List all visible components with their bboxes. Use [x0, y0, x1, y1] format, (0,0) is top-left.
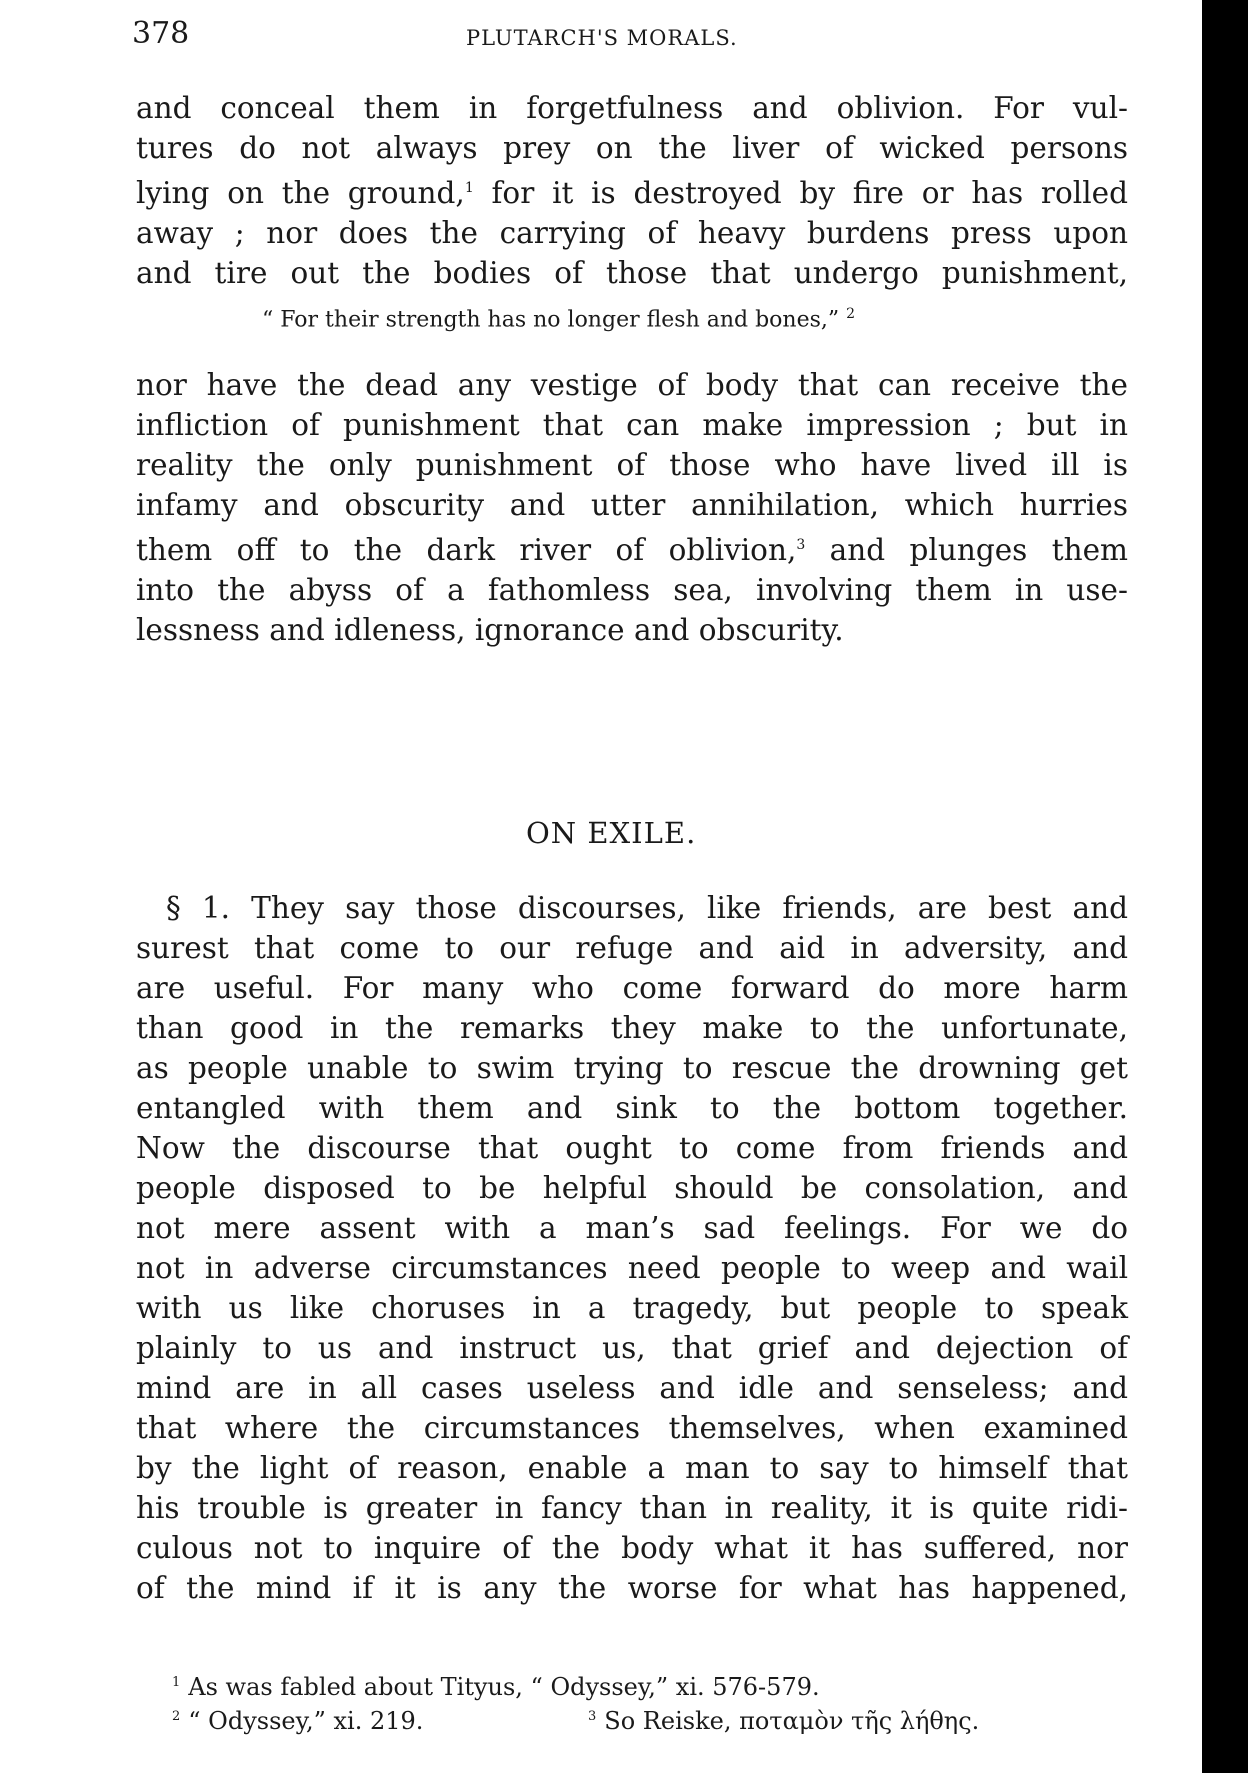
text-line: culous not to inquire of the body what it has suffered, nor: [136, 1531, 1128, 1565]
footnote-mark-2: 2: [846, 306, 856, 322]
text-line: as people unable to swim trying to rescue the drowning get: [136, 1051, 1128, 1085]
text-line: Now the discourse that ought to come from friends and: [136, 1131, 1128, 1165]
text-line: by the light of reason, enable a man to say to himself that: [136, 1451, 1128, 1485]
text-line: nor have the dead any vestige of body that can receive the: [136, 368, 1128, 402]
text-line: his trouble is greater in fancy than in reality, it is quite ridi-: [136, 1491, 1128, 1525]
text-fragment: lying on the ground,: [136, 175, 465, 210]
text-line: away ; nor does the carrying of heavy burdens press upon: [136, 215, 1128, 250]
footnote-1: [172, 1666, 1072, 1700]
footnote-2: [172, 1707, 423, 1735]
text-line: lessness and idleness, ignorance and obscurity.: [136, 612, 844, 647]
text-line: reality the only punishment of those who have lived ill is: [136, 448, 1128, 482]
text-fragment: them off to the dark river of oblivion,: [136, 532, 797, 567]
text-line: people disposed to be helpful should be consolation, and: [136, 1171, 1128, 1205]
footnote-mark-3: 3: [796, 537, 806, 553]
text-line: entangled with them and sink to the bottom together.: [136, 1091, 1128, 1125]
footnote-mark-1: 1: [464, 180, 474, 196]
paragraph-2: [136, 365, 1128, 650]
text-line: that where the circumstances themselves, when examined: [136, 1411, 1128, 1445]
book-spine-shadow: [1202, 0, 1248, 1773]
text-line: and tire out the bodies of those that undergo punishment,: [136, 255, 1128, 290]
text-fragment: and plunges them: [829, 532, 1128, 567]
text-line: with us like choruses in a tragedy, but people to speak: [136, 1291, 1128, 1325]
running-title: PLUTARCH'S MORALS.: [466, 26, 738, 50]
footnote-number: 2: [172, 1709, 181, 1724]
section-heading: ON EXILE.: [526, 816, 697, 850]
text-line: plainly to us and instruct us, that grief and dejection of: [136, 1331, 1128, 1365]
text-line: [136, 168, 1128, 213]
text-line: are useful. For many who come forward do more harm: [136, 971, 1128, 1005]
text-line: and conceal them in forgetfulness and oblivion. For vul-: [136, 91, 1128, 125]
text-line: [136, 525, 1128, 570]
text-line: § 1. They say those discourses, like friends, are best and: [166, 891, 1128, 925]
paragraph-3: [136, 888, 1128, 1608]
paragraph-1: [136, 88, 1128, 293]
page-number: 378: [132, 16, 190, 51]
footnote-text: “ Odyssey,” xi. 219.: [188, 1707, 424, 1735]
text-fragment: for it is destroyed by fire or has rolled: [491, 175, 1128, 210]
text-line: into the abyss of a fathomless sea, involving them in use-: [136, 572, 1128, 607]
text-line: of the mind if it is any the worse for what has happened,: [136, 1571, 1128, 1605]
footnote-number: 3: [588, 1709, 597, 1724]
footnote-text: As was fabled about Tityus, “ Odyssey,” xi. 576-579.: [188, 1673, 820, 1701]
text-line: infliction of punishment that can make impression ; but in: [136, 408, 1128, 442]
text-line: not in adverse circumstances need people to weep and wail: [136, 1251, 1128, 1285]
footnotes: [172, 1666, 1072, 1734]
quote-text: “ For their strength has no longer flesh and bones,”: [262, 307, 840, 333]
text-line: mind are in all cases useless and idle and senseless; and: [136, 1371, 1128, 1405]
footnote-3: [588, 1700, 979, 1738]
text-line: surest that come to our refuge and aid in adversity, and: [136, 931, 1128, 965]
text-line: than good in the remarks they make to the unfortunate,: [136, 1011, 1128, 1045]
running-head: [132, 12, 1132, 62]
footnote-text: So Reiske, ποταμὸν τῆς λήθης.: [604, 1707, 980, 1735]
text-line: tures do not always prey on the liver of wicked persons: [136, 131, 1128, 165]
text-line: not mere assent with a man’s sad feelings. For we do: [136, 1211, 1128, 1245]
text-line: infamy and obscurity and utter annihilation, which hurries: [136, 488, 1128, 522]
footnote-row-2: [172, 1700, 1072, 1734]
footnote-number: 1: [172, 1675, 181, 1690]
verse-quote: [262, 306, 855, 332]
